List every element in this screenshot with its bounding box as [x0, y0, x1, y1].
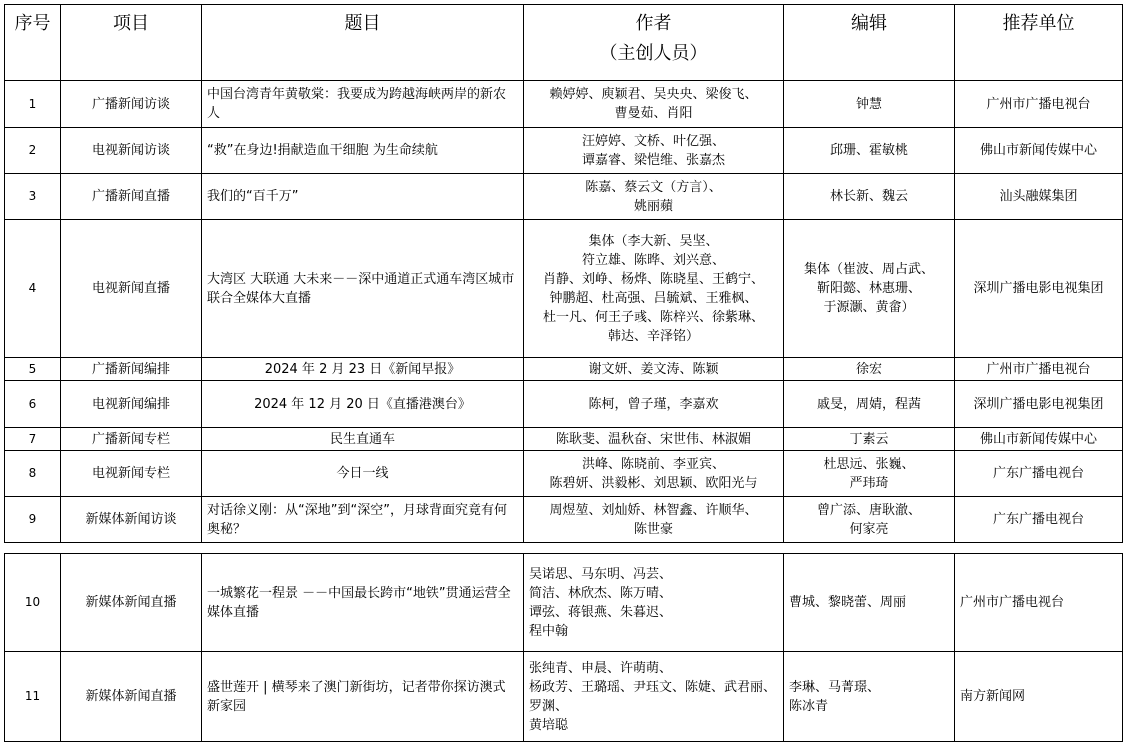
- table-row: [5, 451, 1123, 497]
- row-project: 广播新闻访谈: [61, 81, 202, 128]
- row-editors: 杜思远、张巍、 严玮琦: [784, 451, 955, 497]
- row-title: 今日一线: [202, 451, 524, 497]
- row-authors: 陈柯，曾子瑾，李嘉欢: [524, 381, 784, 428]
- header-author-sub: （主创人员）: [599, 43, 708, 64]
- row-title: 对话徐义刚：从“深地”到“深空”，月球背面究竟有何奥秘？: [202, 497, 524, 543]
- row-project: 电视新闻编排: [61, 381, 202, 428]
- row-editors: 曹城、黎晓蕾、周丽: [784, 554, 955, 652]
- table-row: [5, 128, 1123, 174]
- row-editors: 戚旻，周婧，程茜: [784, 381, 955, 428]
- row-authors: 赖婷婷、庾颖君、吴央央、梁俊飞、 曹曼茹、肖阳: [524, 81, 784, 128]
- row-title: 一城繁花一程景 －－中国最长跨市“地铁”贯通运营全媒体直播: [202, 554, 524, 652]
- row-unit: 广州市广播电视台: [955, 358, 1123, 381]
- row-project: 广播新闻编排: [61, 358, 202, 381]
- row-unit: 佛山市新闻传媒中心: [955, 128, 1123, 174]
- table-row: [5, 358, 1123, 381]
- row-title: 中国台湾青年黄敬棠：我要成为跨越海峡两岸的新农人: [202, 81, 524, 128]
- row-authors: 陈嘉、蔡云文（方言）、 姚丽蘋: [524, 174, 784, 220]
- row-unit: 南方新闻网: [955, 652, 1123, 742]
- row-title: “救”在身边!捐献造血干细胞 为生命续航: [202, 128, 524, 174]
- header-unit: 推荐单位: [955, 5, 1123, 81]
- row-unit: 广州市广播电视台: [955, 554, 1123, 652]
- row-project: 广播新闻直播: [61, 174, 202, 220]
- awards-table-part1: [4, 4, 1123, 543]
- row-no: 11: [5, 652, 61, 742]
- row-editors: 集体（崔波、周占武、 靳阳懿、林惠珊、 于源灏、黄畲）: [784, 220, 955, 358]
- row-editors: 丁素云: [784, 428, 955, 451]
- row-unit: 汕头融媒集团: [955, 174, 1123, 220]
- row-no: 6: [5, 381, 61, 428]
- header-author: [524, 5, 784, 81]
- header-project: 项目: [61, 5, 202, 81]
- table-row: [5, 81, 1123, 128]
- table-row: [5, 497, 1123, 543]
- row-editors: 邱珊、霍敏桃: [784, 128, 955, 174]
- row-no: 3: [5, 174, 61, 220]
- row-project: 电视新闻直播: [61, 220, 202, 358]
- table-header-row: [5, 5, 1123, 81]
- row-no: 8: [5, 451, 61, 497]
- table-row: [5, 174, 1123, 220]
- row-no: 1: [5, 81, 61, 128]
- row-unit: 佛山市新闻传媒中心: [955, 428, 1123, 451]
- row-title: 我们的“百千万”: [202, 174, 524, 220]
- table-row: [5, 381, 1123, 428]
- row-no: 10: [5, 554, 61, 652]
- table-row: [5, 652, 1123, 742]
- row-project: 广播新闻专栏: [61, 428, 202, 451]
- row-editors: 钟慧: [784, 81, 955, 128]
- header-author-label: 作者: [635, 13, 672, 34]
- row-no: 4: [5, 220, 61, 358]
- table-row: [5, 428, 1123, 451]
- row-title: 大湾区 大联通 大未来－－深中通道正式通车湾区城市联合全媒体大直播: [202, 220, 524, 358]
- row-no: 7: [5, 428, 61, 451]
- row-authors: 吴诺思、马东明、冯芸、 简洁、林欣杰、陈万晴、 谭弦、蒋银燕、朱暮迟、 程中翰: [524, 554, 784, 652]
- row-project: 电视新闻访谈: [61, 128, 202, 174]
- row-authors: 洪峰、陈晓前、李亚宾、 陈碧妍、洪毅彬、刘思颖、欧阳光与: [524, 451, 784, 497]
- row-unit: 广东广播电视台: [955, 451, 1123, 497]
- row-editors: 曾广添、唐耿澈、 何家亮: [784, 497, 955, 543]
- row-no: 2: [5, 128, 61, 174]
- row-authors: 陈耿斐、温秋奋、宋世伟、林淑媚: [524, 428, 784, 451]
- row-no: 5: [5, 358, 61, 381]
- row-project: 电视新闻专栏: [61, 451, 202, 497]
- row-title: 2024 年 12 月 20 日《直播港澳台》: [202, 381, 524, 428]
- row-title: 盛世莲开 | 横琴来了澳门新街坊，记者带你探访澳式新家园: [202, 652, 524, 742]
- row-authors: 汪婷婷、文桥、叶亿强、 谭嘉睿、梁恺维、张嘉杰: [524, 128, 784, 174]
- row-project: 新媒体新闻访谈: [61, 497, 202, 543]
- row-unit: 深圳广播电影电视集团: [955, 220, 1123, 358]
- table-row: [5, 220, 1123, 358]
- row-title: 民生直通车: [202, 428, 524, 451]
- row-authors: 谢文妍、姜文涛、陈颖: [524, 358, 784, 381]
- header-no: 序号: [5, 5, 61, 81]
- row-title: 2024 年 2 月 23 日《新闻早报》: [202, 358, 524, 381]
- row-no: 9: [5, 497, 61, 543]
- row-project: 新媒体新闻直播: [61, 652, 202, 742]
- row-editors: 林长新、魏云: [784, 174, 955, 220]
- row-unit: 广州市广播电视台: [955, 81, 1123, 128]
- header-editor: 编辑: [784, 5, 955, 81]
- row-authors: 张纯青、申晨、许萌萌、 杨政芳、王璐瑶、尹珏文、陈婕、武君丽、罗渊、 黄培聪: [524, 652, 784, 742]
- row-unit: 深圳广播电影电视集团: [955, 381, 1123, 428]
- row-authors: 周煜堃、刘灿娇、林智鑫、许顺华、 陈世豪: [524, 497, 784, 543]
- table-row: [5, 554, 1123, 652]
- header-title: 题目: [202, 5, 524, 81]
- row-editors: 徐宏: [784, 358, 955, 381]
- row-editors: 李琳、马菁璟、 陈冰青: [784, 652, 955, 742]
- row-unit: 广东广播电视台: [955, 497, 1123, 543]
- row-project: 新媒体新闻直播: [61, 554, 202, 652]
- row-authors: 集体（李大新、吴坚、 符立雄、陈晔、刘兴意、 肖静、刘峥、杨烨、陈晓星、王鹤宁、 钟鹏超、杜高强、吕毓斌、王雅枫、 杜一凡、何王子彧、陈梓兴、徐紫琳、 韩达、辛泽铭）: [524, 220, 784, 358]
- awards-table-part2: [4, 553, 1123, 742]
